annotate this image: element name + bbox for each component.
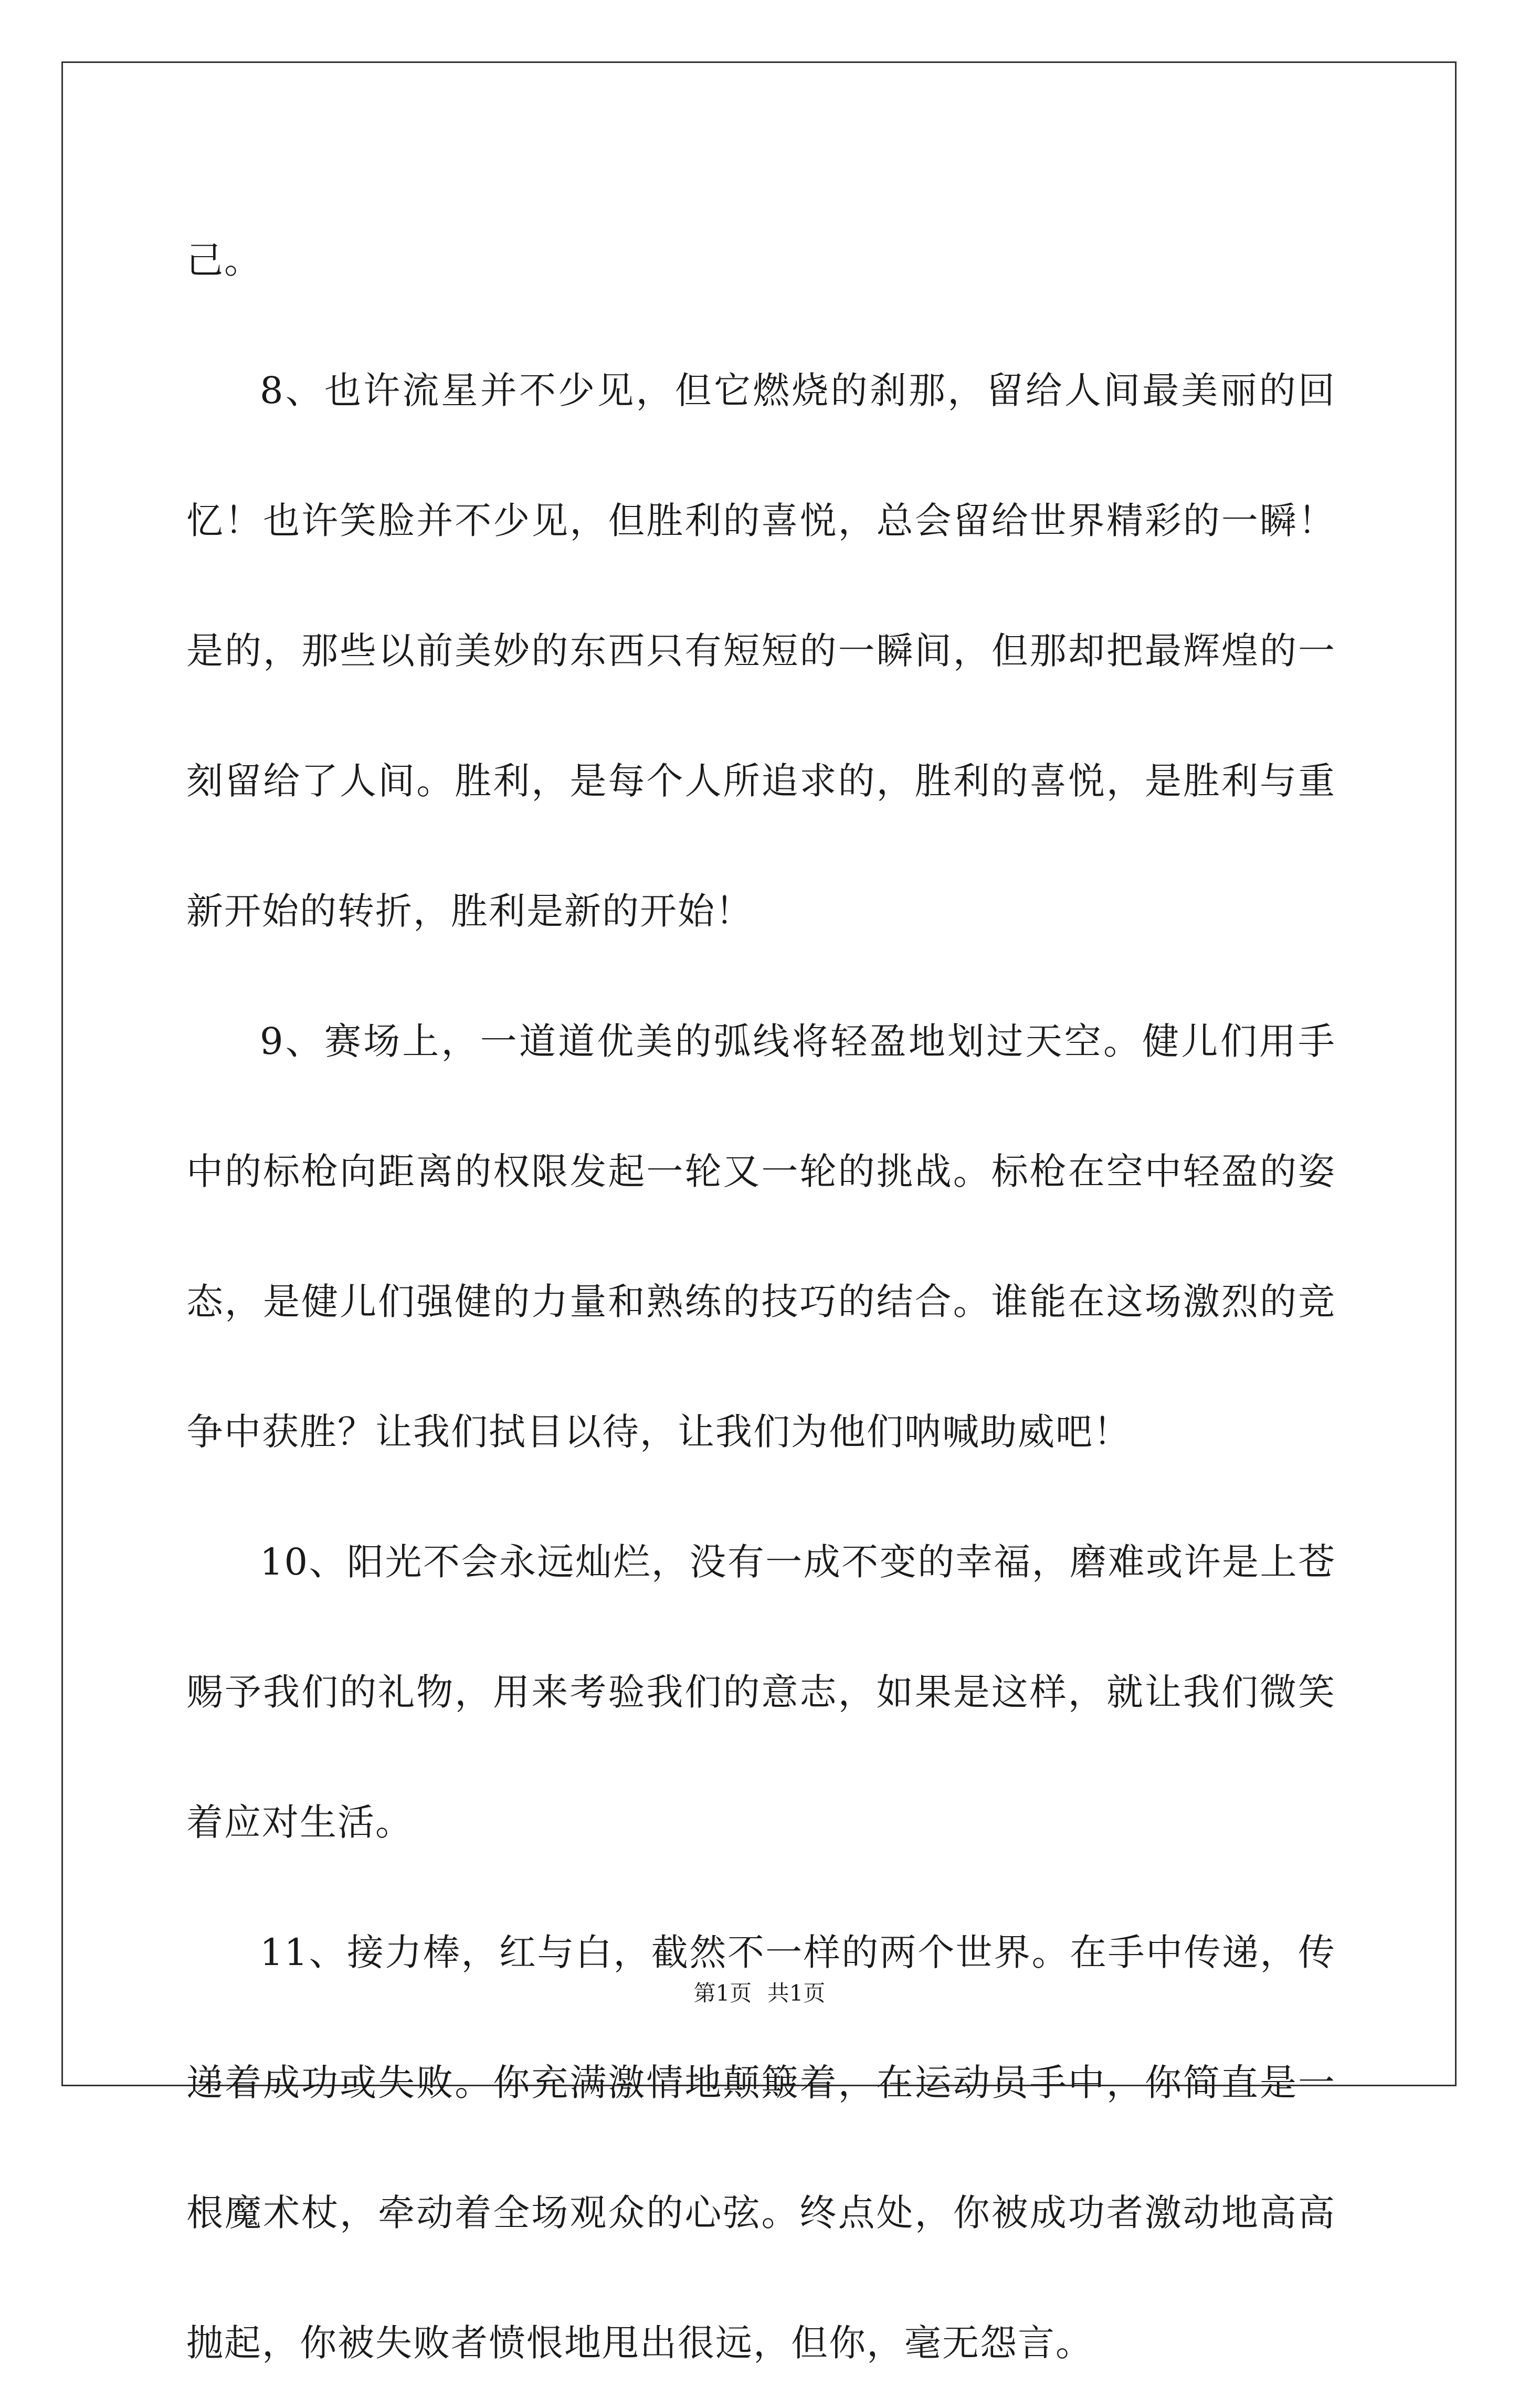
paragraph-item-8: 8、也许流星并不少见，但它燃烧的刹那，留给人间最美丽的回忆！也许笑脸并不少见，但胜利的喜悦，总会留给世界精彩的一瞬！是的，那些以前美妙的东西只有短短的一瞬间，但那却把最辉煌的一刻留给了人间。胜利，是每个人所追求的，胜利的喜悦，是胜利与重新开始的转折，胜利是新的开始！ [186,369,1336,933]
paragraph-item-11: 11、接力棒，红与白，截然不一样的两个世界。在手中传递，传递着成功或失败。你充满激情地颠簸着，在运动员手中，你简直是一根魔术杖，牵动着全场观众的心弦。终点处，你被成功者激动地高高抛起，你被失败者愤恨地甩出很远，但你，毫无怨言。 [186,1931,1336,2364]
paragraph-continuation: 己。 [186,239,262,282]
page-number-current: 第1页 [693,1980,752,2006]
paragraph-item-10: 10、阳光不会永远灿烂，没有一成不变的幸福，磨难或许是上苍赐予我们的礼物，用来考验我们的意志，如果是这样，就让我们微笑着应对生活。 [186,1540,1336,1844]
page-number-total: 共1页 [767,1980,826,2006]
document-body [186,195,1336,2408]
paragraph-item-9: 9、赛场上，一道道优美的弧线将轻盈地划过天空。健儿们用手中的标枪向距离的权限发起一轮又一轮的挑战。标枪在空中轻盈的姿态，是健儿们强健的力量和熟练的技巧的结合。谁能在这场激烈的竞争中获胜？让我们拭目以待，让我们为他们呐喊助威吧！ [186,1020,1336,1453]
page-footer [0,1976,1519,2008]
